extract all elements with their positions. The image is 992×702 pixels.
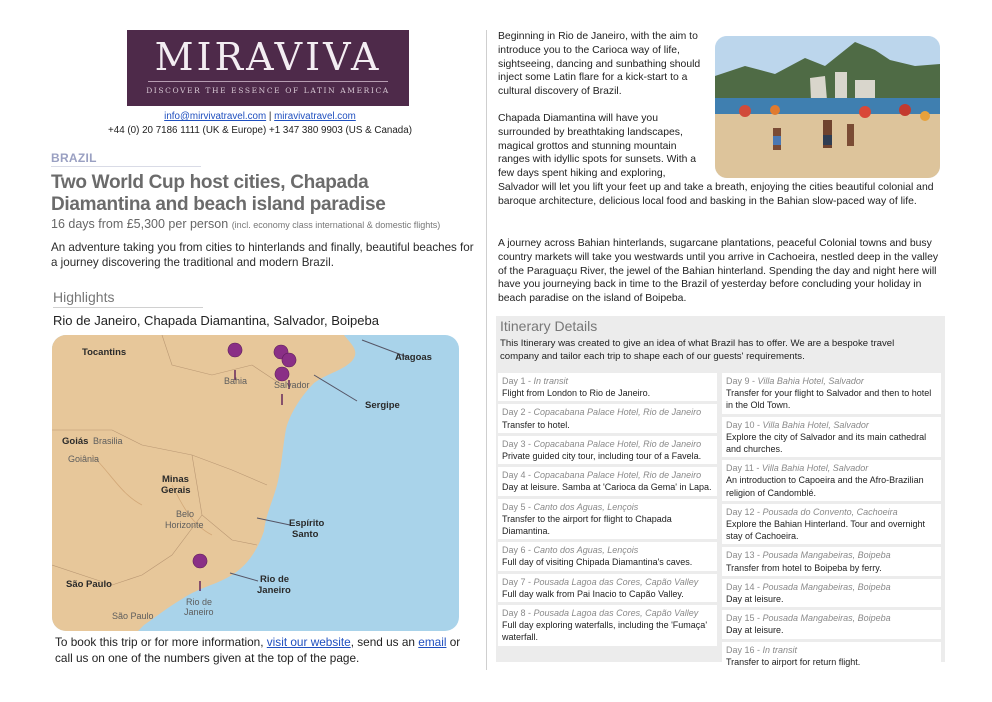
contact-separator: | <box>268 111 272 122</box>
day-label: Day 7 - <box>502 576 534 587</box>
day-label: Day 2 - <box>502 407 534 418</box>
day-description: Transfer from hotel to Boipeba by ferry. <box>726 562 882 573</box>
day-description: Explore the Bahian Hinterland. Tour and overnight stay of Cachoeira. <box>726 519 925 542</box>
day-place: In transit <box>533 376 569 386</box>
country-divider <box>51 166 201 167</box>
logo-rule <box>148 81 388 82</box>
itinerary-panel <box>496 316 945 667</box>
day-place: Pousada Lagoa das Cores, Capão Valley <box>533 608 699 619</box>
day-place: Pousada Mangabeiras, Boipeba <box>762 550 891 561</box>
logo-brand-name: MIRAVIVA <box>154 35 382 79</box>
day-description: Full day exploring waterfalls, including the 'Fumaça' waterfall. <box>502 620 708 643</box>
itinerary-column-right <box>722 373 941 673</box>
itinerary-day <box>498 404 717 432</box>
day-place: Pousada do Convento, Cachoeira <box>762 506 898 517</box>
day-label: Day 12 - <box>726 506 763 517</box>
trip-price <box>51 217 440 231</box>
itinerary-day <box>498 467 717 495</box>
map-label-alagoas: Alagoas <box>395 352 432 363</box>
itinerary-column-left <box>498 373 717 649</box>
itinerary-day <box>498 605 717 646</box>
booking-text <box>55 634 475 666</box>
day-place: Canto dos Aguas, Lençois <box>533 545 639 556</box>
brand-logo <box>127 30 409 106</box>
itinerary-day <box>498 542 717 570</box>
map-label-minas-2: Gerais <box>161 485 191 496</box>
map-label-rio-state-1: Rio de <box>260 574 290 585</box>
day-description: Day at leisure. <box>726 625 784 636</box>
trip-title: Two World Cup host cities, Chapada Diamantina and beach island paradise <box>51 172 386 215</box>
itinerary-day <box>722 579 941 607</box>
day-place: Pousada Lagoa das Cores, Capão Valley <box>533 576 699 587</box>
map-label-belo-2: Horizonte <box>165 520 204 530</box>
day-label: Day 6 - <box>502 545 534 556</box>
route-map <box>52 335 459 631</box>
map-label-goiania: Goiânia <box>68 454 100 464</box>
itinerary-day <box>498 574 717 602</box>
day-place: Villa Bahia Hotel, Salvador <box>762 419 869 430</box>
day-label: Day 11 - <box>726 463 762 474</box>
email-link[interactable]: info@mirvivatravel.com <box>164 111 267 122</box>
day-label: Day 1 - <box>502 376 534 386</box>
itinerary-day <box>722 610 941 638</box>
itinerary-intro: This Itinerary was created to give an idea of what Brazil has to offer. We are a bespoke travel company and tailor each trip to shape each of our guests' requirements. <box>500 338 895 362</box>
day-label: Day 3 - <box>502 438 534 449</box>
map-label-bahia: Bahia <box>224 376 248 386</box>
day-description: An introduction to Capoeira and the Afro-Brazilian religion of Candomblé. <box>726 475 924 498</box>
paragraph-chapada: Chapada Diamantina will have you surrounded by breathtaking landscapes, magical grottos and stunning mountain ranges with idyllic spots for sunsets. With a few days spent hiking and exploring, <box>498 113 697 180</box>
day-label: Day 4 - <box>502 470 534 481</box>
day-place: Copacabana Palace Hotel, Rio de Janeiro <box>533 438 702 449</box>
map-label-belo-1: Belo <box>176 509 195 519</box>
day-label: Day 9 - <box>726 376 758 386</box>
itinerary-heading: Itinerary Details <box>500 318 598 334</box>
email-cta-link[interactable]: email <box>418 635 447 649</box>
itinerary-day <box>498 436 717 464</box>
leader-rio <box>230 573 258 581</box>
day-place: Pousada Mangabeiras, Boipeba <box>762 613 891 624</box>
booking-text-3: or call us on one of the numbers given at the top of the page. <box>55 635 461 665</box>
day-place: Villa Bahia Hotel, Salvador <box>761 463 869 474</box>
highlights-heading: Highlights <box>53 289 115 305</box>
map-label-sergipe: Sergipe <box>365 400 400 411</box>
website-cta-link[interactable]: visit our website <box>266 635 351 649</box>
day-label: Day 14 - <box>726 581 763 592</box>
map-label-minas-1: Minas <box>162 474 189 485</box>
column-divider <box>486 30 487 670</box>
map-label-espirito-2: Santo <box>292 529 319 540</box>
map-label-sao-paulo-state: São Paulo <box>66 579 112 590</box>
day-place: In transit <box>762 644 798 655</box>
highlights-text: Rio de Janeiro, Chapada Diamantina, Salvador, Boipeba <box>53 313 379 328</box>
country-heading: BRAZIL <box>51 151 97 165</box>
map-label-rio-city-2: Janeiro <box>184 607 214 617</box>
map-label-goias: Goiás <box>62 436 89 447</box>
contact-phones: +44 (0) 20 7186 1111 (UK & Europe) +1 347 380 9903 (US & Canada) <box>108 125 412 136</box>
leader-sergipe <box>314 375 357 401</box>
itinerary-day <box>498 499 717 540</box>
itinerary-day <box>722 460 941 501</box>
day-place: Pousada Mangabeiras, Boipeba <box>762 581 891 592</box>
price-text: 16 days from £5,300 per person <box>51 217 229 231</box>
booking-text-1: To book this trip or for more information, <box>55 635 267 649</box>
day-description: Explore the city of Salvador and its main cathedral and churches. <box>726 431 927 455</box>
itinerary-day <box>722 504 941 545</box>
map-label-sao-paulo-city: São Paulo <box>112 611 154 621</box>
contact-links <box>50 111 470 122</box>
itinerary-day <box>498 373 717 401</box>
day-label: Day 15 - <box>726 613 763 624</box>
day-description: Transfer to the airport for flight to Chapada Diamantina. <box>502 513 672 537</box>
map-label-tocantins: Tocantins <box>82 347 127 358</box>
day-place: Canto dos Aguas, Lençois <box>533 501 639 512</box>
booking-text-2: , send us an <box>350 635 419 649</box>
paragraph-salvador: Salvador will let you lift your feet up and take a breath, enjoying the cities beautiful colonial and baroque architecture, delicious local food and basking in the Bahian slow-paced way of life. <box>498 182 934 207</box>
paragraph-bahian-hinterlands: A journey across Bahian hinterlands, sugarcane plantations, peaceful Colonial towns and busy country markets will take you westwards until you arrive in Cachoeira, nestled deep in the valley of the Paraguaçu River, the jewel of the Bahian hinterland. Spending the day and night here will have you journeying back in time to the Brazil of yesterday before concluding your holiday in beach paradise on the island of Boipeba. <box>498 238 939 305</box>
itinerary-day <box>722 417 941 458</box>
day-label: Day 13 - <box>726 550 763 561</box>
day-label: Day 8 - <box>502 608 534 619</box>
day-place: Villa Bahia Hotel, Salvador <box>757 376 864 386</box>
day-label: Day 5 - <box>502 501 534 512</box>
day-place: Copacabana Palace Hotel, Rio de Janeiro <box>533 407 702 418</box>
day-description: Day at leisure. <box>726 594 784 605</box>
map-label-rio-city-1: Rio de <box>186 597 213 607</box>
map-label-rio-state-2: Janeiro <box>257 585 291 596</box>
day-description: Full day walk from Pai Inacio to Capão Valley. <box>502 588 684 599</box>
highlights-divider <box>53 307 203 308</box>
day-description: Transfer to hotel. <box>502 419 570 430</box>
itinerary-day <box>722 642 941 670</box>
itinerary-day <box>722 373 941 414</box>
day-description: Full day of visiting Chipada Diamantina's caves. <box>502 557 693 568</box>
day-description: Transfer to airport for return flight. <box>726 656 861 667</box>
beach-photo <box>715 36 940 178</box>
itinerary-day <box>722 547 941 575</box>
day-description: Transfer for your flight to Salvador and then to hotel in the Old Town. <box>726 388 932 411</box>
day-description: Private guided city tour, including tour of a Favela. <box>502 451 702 462</box>
day-description: Day at leisure. Samba at 'Carioca da Gema' in Lapa. <box>502 482 712 493</box>
day-label: Day 10 - <box>726 419 763 430</box>
map-label-salvador: Salvador <box>274 380 310 390</box>
paragraph-rio: Beginning in Rio de Janeiro, with the aim to introduce you to the Carioca way of life, sightseeing, dancing and sunbathing should inject some Latin flare for a kick-start to a cultural discovery of Brazil. <box>498 31 701 98</box>
day-place: Copacabana Palace Hotel, Rio de Janeiro <box>533 470 702 481</box>
day-label: Day 16 - <box>726 644 763 655</box>
website-link[interactable]: miravivatravel.com <box>274 111 356 122</box>
map-label-espirito-1: Espírito <box>289 518 325 529</box>
map-label-brasilia: Brasilia <box>93 436 123 446</box>
logo-tagline: DISCOVER THE ESSENCE OF LATIN AMERICA <box>146 86 390 95</box>
price-note: (incl. economy class international & domestic flights) <box>231 220 441 230</box>
trip-intro: An adventure taking you from cities to hinterlands and finally, beautiful beaches for a journey discovering the traditional and modern Brazil. <box>51 241 474 269</box>
day-description: Flight from London to Rio de Janeiro. <box>502 388 651 399</box>
